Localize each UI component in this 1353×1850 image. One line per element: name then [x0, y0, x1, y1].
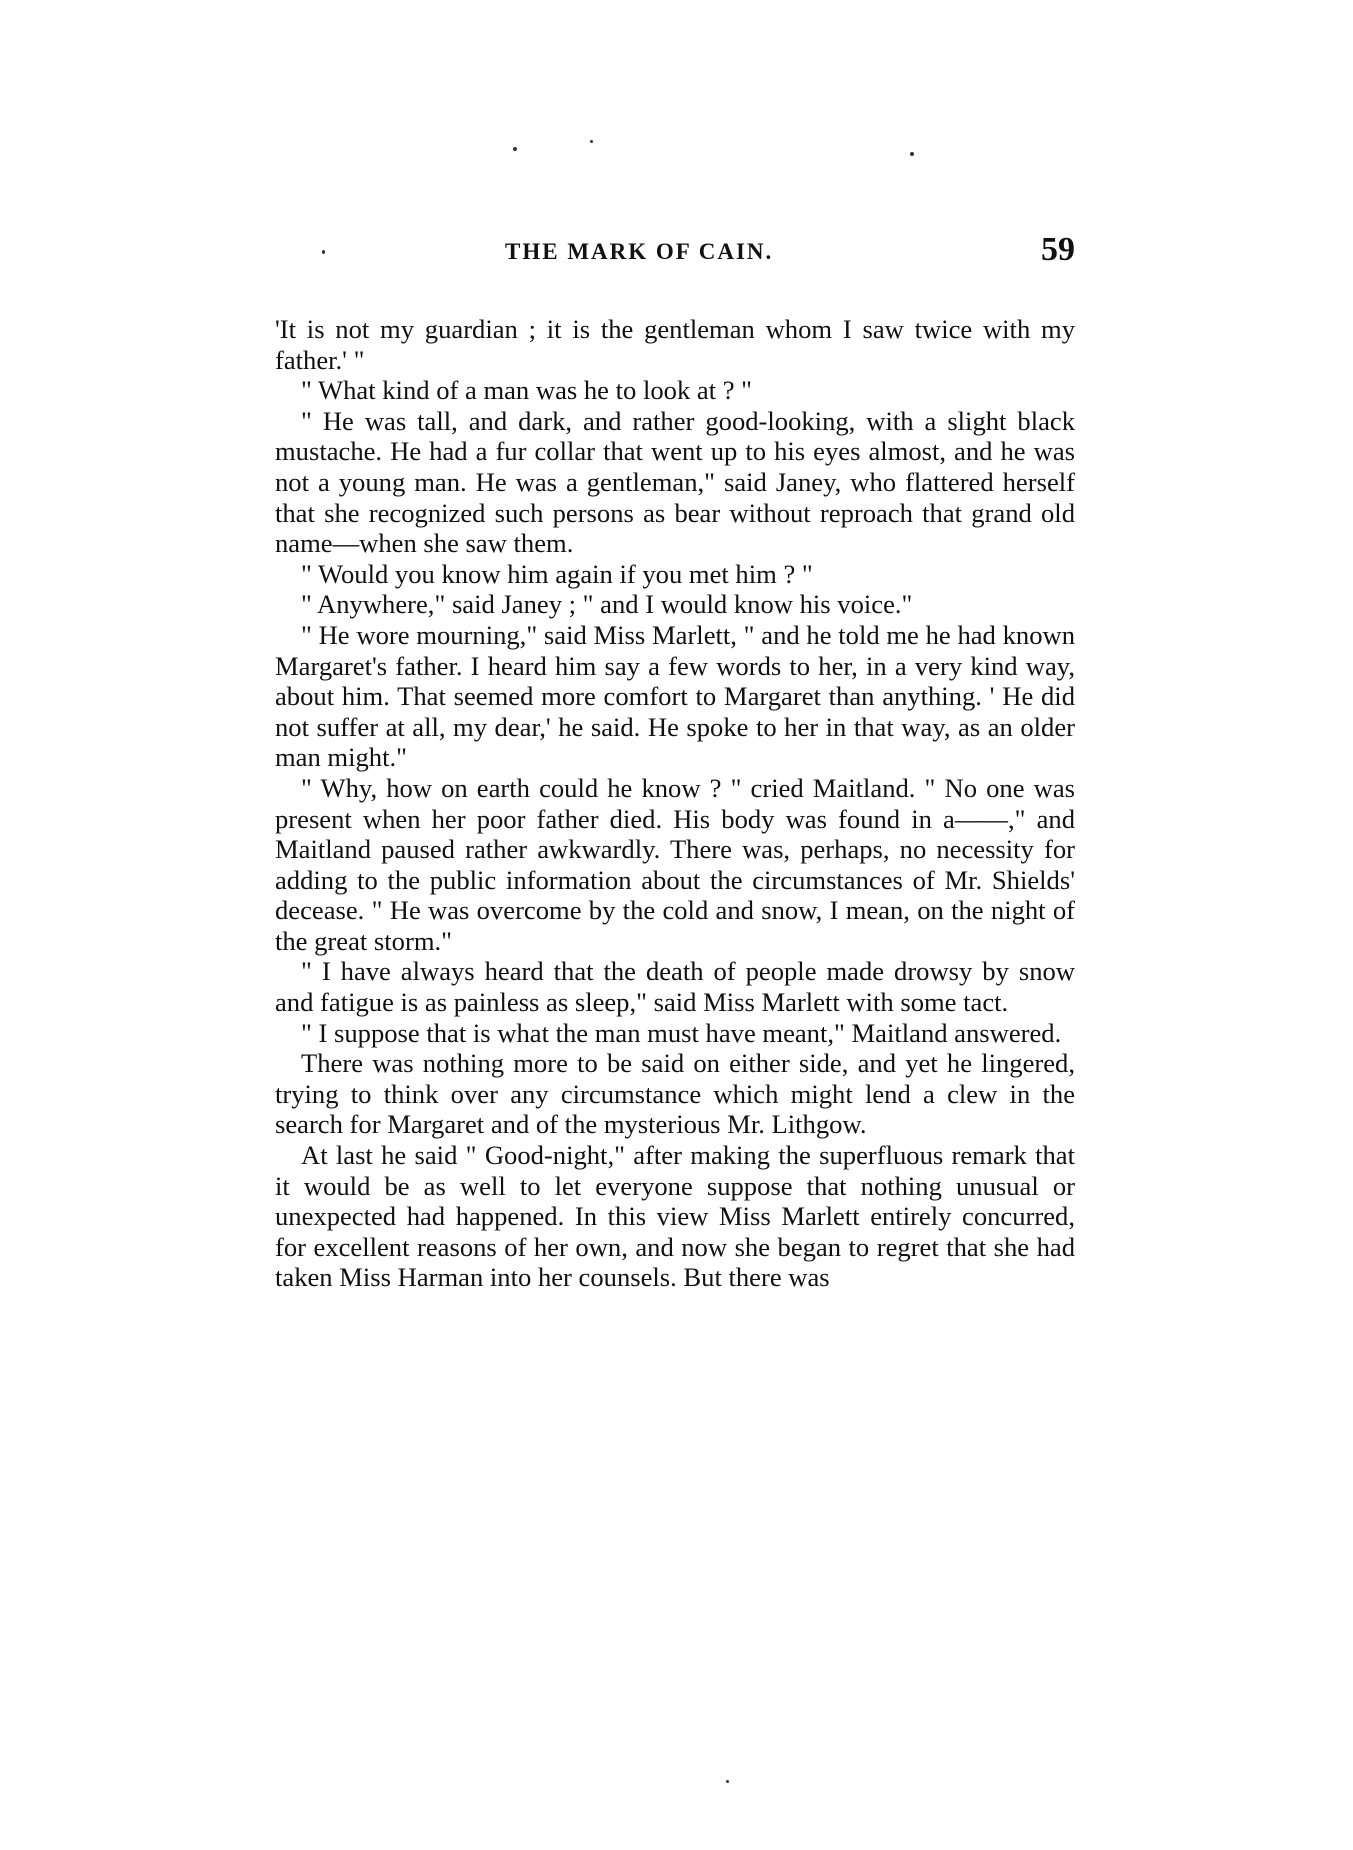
print-speck — [590, 140, 593, 143]
paragraph: " I suppose that is what the man must have meant," Maitland answered. — [301, 1017, 1062, 1048]
print-speck — [910, 152, 914, 156]
paragraph: There was nothing more to be said on either side, and yet he lingered, trying to think over any circumstance which might lend a clew in the search for Margaret and of the mysterious Mr. Lithgow. — [275, 1048, 1075, 1140]
paragraph: " Would you know him again if you met him ? " — [301, 558, 813, 589]
paragraph: At last he said " Good-night," after making the superfluous remark that it would be as well to let everyone suppose that nothing unusual or unexpected had happened. In this view Miss Marlett entirely concurred, for excellent reasons of her own, and now she began to regret that she had taken Miss Harman into her counsels. But there was — [275, 1140, 1075, 1293]
print-speck — [513, 147, 517, 151]
print-speck — [726, 1780, 729, 1783]
page-header — [275, 231, 1075, 285]
running-title: THE MARK OF CAIN. — [505, 239, 774, 264]
paragraph: " Why, how on earth could he know ? " cried Maitland. " No one was present when her poor father died. His body was found in a——," and Maitland paused rather awkwardly. There was, perhaps, no necessity for adding to the public information about the circumstances of Mr. Shields' decease. " He was overcome by the cold and snow, I mean, on the night of the great storm." — [275, 772, 1075, 956]
paragraph: 'It is not my guardian ; it is the gentleman whom I saw twice with my father.' " — [275, 314, 1075, 375]
paragraph: " I have always heard that the death of people made drowsy by snow and fatigue is as painless as sleep," said Miss Marlett with some tact. — [275, 956, 1075, 1018]
paragraph: " What kind of a man was he to look at ? " — [301, 375, 753, 406]
body-text — [275, 314, 1075, 1293]
paragraph: " Anywhere," said Janey ; " and I would know his voice." — [301, 589, 913, 620]
paragraph: " He wore mourning," said Miss Marlett, " and he told me he had known Margaret's father. I heard him say a few words to her, in a very kind way, about him. That seemed more comfort to Margaret than anything. ' He did not suffer at all, my dear,' he said. He spoke to her in that way, as an older man might." — [275, 619, 1075, 773]
paragraph: " He was tall, and dark, and rather good-looking, with a slight black mustache. He had a fur collar that went up to his eyes almost, and he was not a young man. He was a gentleman," said Janey, who flattered herself that she recognized such persons as bear without reproach that grand old name—when she saw them. — [275, 405, 1075, 559]
page-number: 59 — [1041, 231, 1075, 268]
